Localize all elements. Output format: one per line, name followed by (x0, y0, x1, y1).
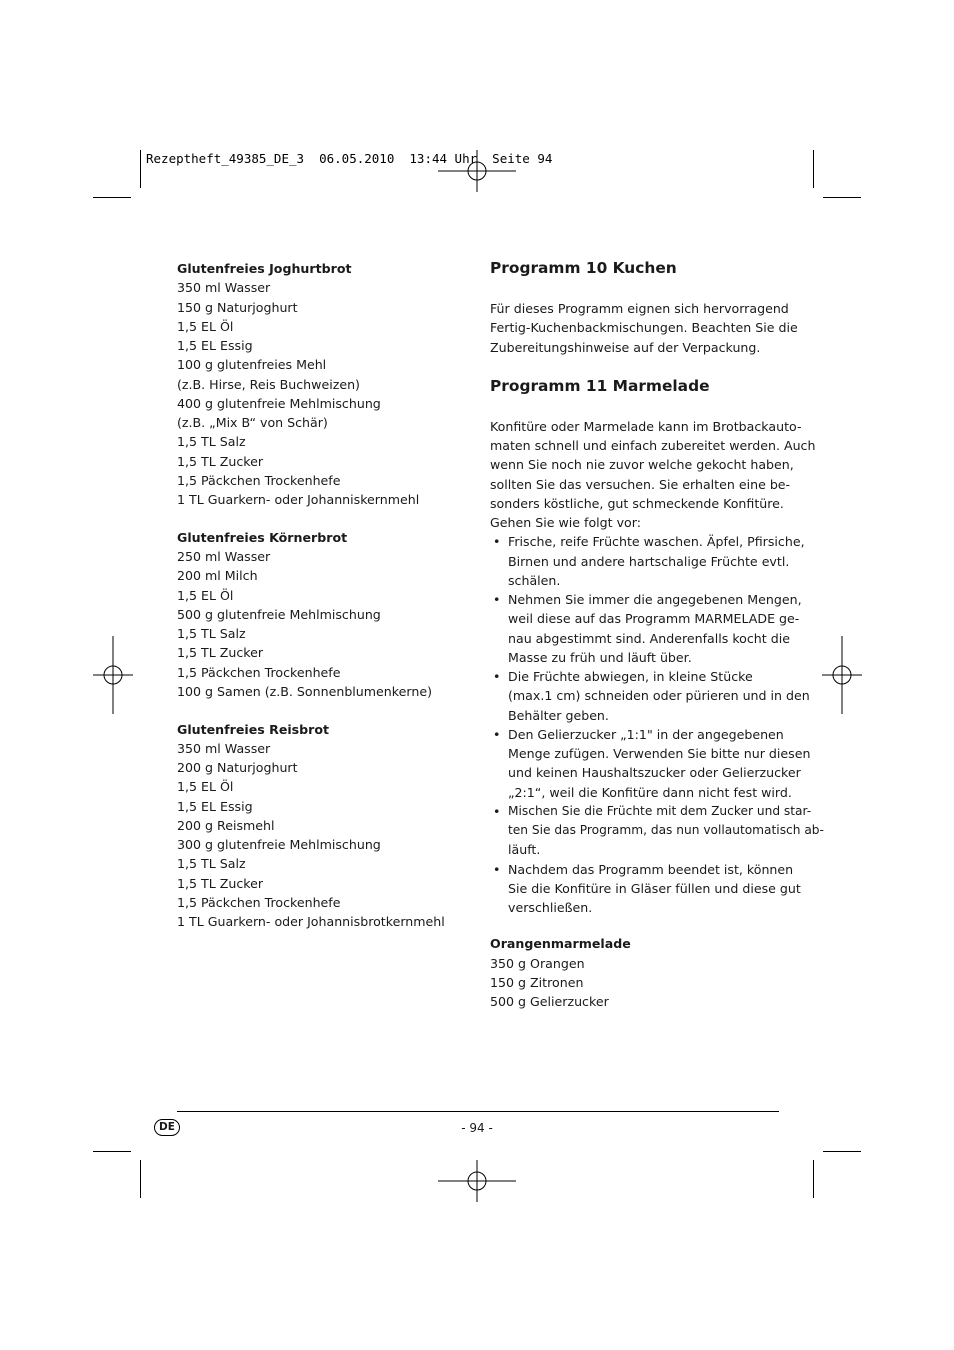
ingredient-line: 1,5 TL Zucker (177, 453, 264, 469)
ingredient-line: 500 g Gelierzucker (490, 994, 609, 1009)
ingredient-line: 100 g glutenfreies Mehl (177, 357, 327, 373)
ingredient-line: 350 ml Wasser (177, 740, 271, 756)
right-column (490, 256, 824, 1011)
list-item (490, 590, 802, 667)
ingredient-line: 350 ml Wasser (177, 280, 271, 296)
ingredient-line: 500 g glutenfreie Mehlmischung (177, 606, 381, 622)
registration-mark-right-icon (822, 636, 862, 714)
footer-rule (177, 1111, 779, 1112)
text-line: Gehen Sie wie folgt vor: (490, 515, 641, 530)
ingredient-line: 1,5 TL Salz (177, 434, 246, 450)
text-line: (max.1 cm) schneiden oder pürieren und in den (508, 688, 810, 704)
ingredient-line: 250 ml Wasser (177, 549, 271, 564)
ingredient-line: 400 g glutenfreie Mehlmischung (177, 395, 381, 411)
ingredient-line: 200 g Reismehl (177, 817, 275, 833)
recipe-title: Orangenmarmelade (490, 936, 631, 952)
text-line: verschließen. (508, 900, 593, 915)
text-line: und keinen Haushaltszucker oder Gelierzucker (508, 765, 801, 781)
text-line: Behälter geben. (508, 707, 609, 723)
crop-mark (140, 150, 141, 188)
text-line: Nachdem das Programm beendet ist, können (508, 861, 794, 877)
section-heading-program-10: Programm 10 Kuchen (490, 259, 677, 277)
text-line: Die Früchte abwiegen, in kleine Stücke (508, 669, 753, 684)
list-item (490, 802, 824, 860)
ingredient-line: 1,5 Päckchen Trockenhefe (177, 472, 341, 488)
recipe-title: Glutenfreies Körnerbrot (177, 529, 348, 545)
ingredient-line: (z.B. Hirse, Reis Buchweizen) (177, 376, 360, 392)
ingredient-line: 1,5 EL Öl (177, 779, 234, 795)
section-heading-program-11: Programm 11 Marmelade (490, 376, 710, 395)
text-line: Für dieses Programm eignen sich hervorragend (490, 301, 789, 316)
text-line: Fertig-Kuchenbackmischungen. Beachten Sie die (490, 320, 798, 336)
page-number: - 94 - (461, 1121, 493, 1135)
ingredient-line: 1,5 TL Salz (177, 856, 246, 872)
bullet-icon: • (493, 534, 501, 550)
ingredient-line: 1,5 EL Öl (177, 318, 234, 334)
crop-mark (823, 1151, 861, 1152)
left-column (177, 259, 467, 950)
text-line: ten Sie das Programm, das nun vollautomatisch ab- (508, 823, 824, 837)
crop-mark (823, 197, 861, 198)
print-slug: Rezeptheft_49385_DE_3 06.05.2010 13:44 Uhr Seite 94 (146, 151, 553, 166)
bullet-icon: • (493, 803, 501, 819)
text-line: Zubereitungshinweise auf der Verpackung. (490, 339, 761, 355)
recipe-title: Glutenfreies Joghurtbrot (177, 261, 352, 276)
program-11-intro (490, 417, 816, 533)
ingredient-line: 150 g Naturjoghurt (177, 299, 298, 315)
ingredient-line: 100 g Samen (z.B. Sonnenblumenkerne) (177, 683, 432, 699)
bullet-icon: • (493, 726, 501, 742)
text-line: wenn Sie noch nie zuvor welche gekocht haben, (490, 457, 794, 473)
ingredient-line: 1,5 Päckchen Trockenhefe (177, 894, 341, 910)
text-line: Menge zufügen. Verwenden Sie bitte nur diesen (508, 746, 811, 761)
text-line: Den Gelierzucker „1:1" in der angegebenen (508, 726, 784, 742)
instruction-list (490, 532, 824, 917)
list-item (490, 532, 805, 590)
ingredient-line: 1,5 Päckchen Trockenhefe (177, 664, 341, 680)
ingredient-line: 200 g Naturjoghurt (177, 760, 298, 775)
text-line: schälen. (508, 572, 561, 588)
registration-mark-left-icon (93, 636, 133, 714)
ingredient-line: 150 g Zitronen (490, 974, 584, 990)
text-line: Masse zu früh und läuft über. (508, 649, 692, 665)
bullet-icon: • (493, 861, 501, 877)
ingredient-line: 1,5 TL Salz (177, 626, 246, 641)
program-10-text (490, 299, 798, 357)
list-item (490, 667, 810, 725)
bullet-icon: • (493, 592, 501, 607)
list-item (490, 725, 811, 802)
text-line: sollten Sie das versuchen. Sie erhalten eine be- (490, 476, 791, 492)
language-badge: DE (154, 1119, 180, 1136)
text-line: Sie die Konfitüre in Gläser füllen und diese gut (508, 880, 801, 896)
list-item (490, 860, 801, 918)
ingredient-line: 1 TL Guarkern- oder Johannisbrotkernmehl (177, 914, 445, 929)
text-line: Mischen Sie die Früchte mit dem Zucker und star- (508, 803, 812, 818)
recipe-joghurtbrot (177, 259, 467, 509)
crop-mark (813, 1160, 814, 1198)
crop-mark (813, 150, 814, 188)
bullet-icon: • (493, 669, 501, 684)
ingredient-line: 300 g glutenfreie Mehlmischung (177, 837, 381, 852)
crop-mark (93, 197, 131, 198)
ingredient-line: 1,5 EL Öl (177, 587, 234, 603)
recipe-title: Glutenfreies Reisbrot (177, 721, 330, 737)
ingredient-line: 1 TL Guarkern- oder Johanniskernmehl (177, 492, 420, 507)
ingredient-line: 1,5 TL Zucker (177, 645, 264, 661)
ingredient-line: 200 ml Milch (177, 568, 258, 584)
text-line: Nehmen Sie immer die angegebenen Mengen, (508, 592, 802, 607)
ingredient-line: 350 g Orangen (490, 955, 585, 971)
text-line: „2:1“, weil die Konfitüre dann nicht fest wird. (508, 784, 792, 800)
crop-mark (93, 1151, 131, 1152)
text-line: Birnen und andere hartschalige Früchte evtl. (508, 553, 790, 569)
ingredient-line: (z.B. „Mix B“ von Schär) (177, 415, 328, 430)
text-line: Konfitüre oder Marmelade kann im Brotbackauto- (490, 418, 802, 434)
ingredient-line: 1,5 TL Zucker (177, 875, 264, 891)
text-line: weil diese auf das Programm MARMELADE ge- (508, 611, 800, 627)
recipe-koernerbrot (177, 528, 467, 701)
ingredient-line: 1,5 EL Essig (177, 338, 253, 353)
text-line: nau abgestimmt sind. Anderenfalls kocht die (508, 630, 790, 646)
recipe-orangenmarmelade (490, 934, 790, 1011)
registration-mark-bottom-icon (438, 1160, 516, 1202)
text-line: Frische, reife Früchte waschen. Äpfel, Pfirsiche, (508, 534, 805, 550)
ingredient-line: 1,5 EL Essig (177, 798, 253, 814)
recipe-reisbrot (177, 720, 467, 932)
text-line: läuft. (508, 842, 541, 858)
text-line: sonders köstliche, gut schmeckende Konfitüre. (490, 495, 784, 511)
crop-mark (140, 1160, 141, 1198)
text-line: maten schnell und einfach zubereitet werden. Auch (490, 438, 816, 453)
